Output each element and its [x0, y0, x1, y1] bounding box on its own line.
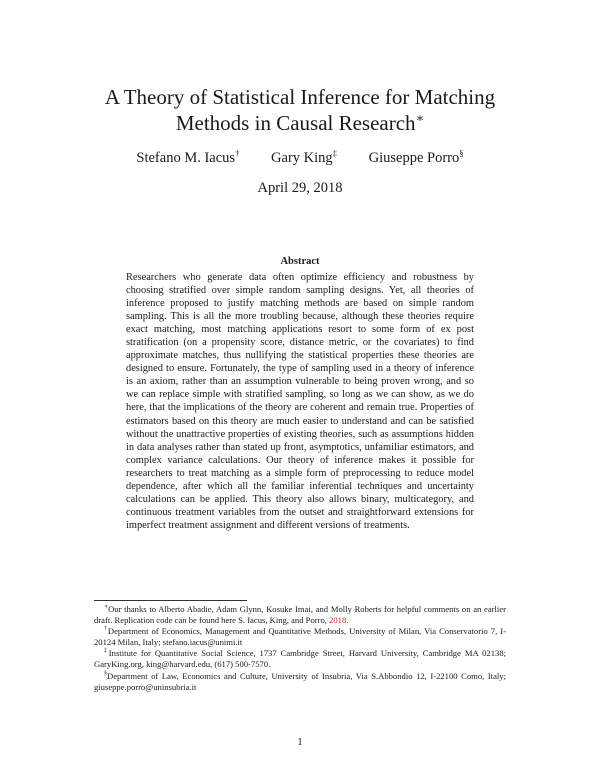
paper-date: April 29, 2018 — [257, 180, 343, 196]
abstract-body: Researchers who generate data often optimize efficiency and robustness by choosing stratified over simple random sampling designs. Yet, all theories of inference proposed to justify matching methods are based on simple random sampling. This is all the more troubling because, although these theories require exact matching, most matching applications resort to some form of ex post stratification (on a propensity score, distance metric, or the covariates) to find approximate matches, thus nullifying the statistical properties these theories are designed to ensure. Fortunately, the type of sampling used in a theory of inference is an axiom, rather than an assumption vulnerable to being proven wrong, and so we can replace simple with stratified sampling, so long as we can show, as we do here, that the implications of the theory are coherent and remain true. Properties of estimators based on this theory are much easier to understand and can be satisfied without the unattractive properties of existing theories, such as assumptions hidden in data analyses rather than stated up front, asymptotics, unfamiliar estimators, and complex variance calculations. Our theory of inference makes it possible for researchers to treat matching as a simple form of preprocessing to reduce model dependence, after which all the familiar inferential techniques and uncertainty calculations can be applied. This theory also allows binary, multicategory, and continuous treatment variables from the outset and straightforward extensions for imperfect treatment assignment and different versions of treatments. — [126, 272, 474, 531]
footnote: §Department of Law, Economics and Culture, University of Insubria, Via S.Abbondio 12, I-22100 Como, Italy; giuseppe.porro@uninsubria.it — [94, 670, 506, 692]
footnotes — [94, 604, 506, 693]
abstract-heading: Abstract — [280, 256, 320, 267]
title-footnote-mark: ∗ — [415, 111, 425, 125]
author: Giuseppe Porro§ — [368, 148, 464, 166]
title-line-1: A Theory of Statistical Inference for Matching — [104, 85, 496, 109]
footnote: †Department of Economics, Management and Quantitative Methods, University of Milan, Via Conservatorio 7, I-20124 Milan, Italy; stefano.iacus@unimi.it — [94, 626, 506, 648]
title-line-2: Methods in Causal Research — [175, 111, 416, 135]
author-list — [0, 150, 600, 167]
footnote: ‡Institute for Quantitative Social Science, 1737 Cambridge Street, Harvard University, Cambridge MA 02138; GaryKing.org, king@harvard.edu, (617) 500-7570. — [94, 648, 506, 670]
footnote: ∗Our thanks to Alberto Abadie, Adam Glynn, Kosuke Imai, and Molly Roberts for helpful comments on an earlier draft. Replication code can be found here S. Iacus, King, and Porro, 2018. — [94, 604, 506, 626]
citation-link[interactable]: 2018 — [329, 615, 347, 626]
footnote-rule — [94, 600, 247, 601]
author: Gary King‡ — [271, 148, 337, 166]
page-number: 1 — [297, 737, 303, 748]
paper-title — [0, 84, 600, 136]
author: Stefano M. Iacus† — [136, 148, 240, 166]
